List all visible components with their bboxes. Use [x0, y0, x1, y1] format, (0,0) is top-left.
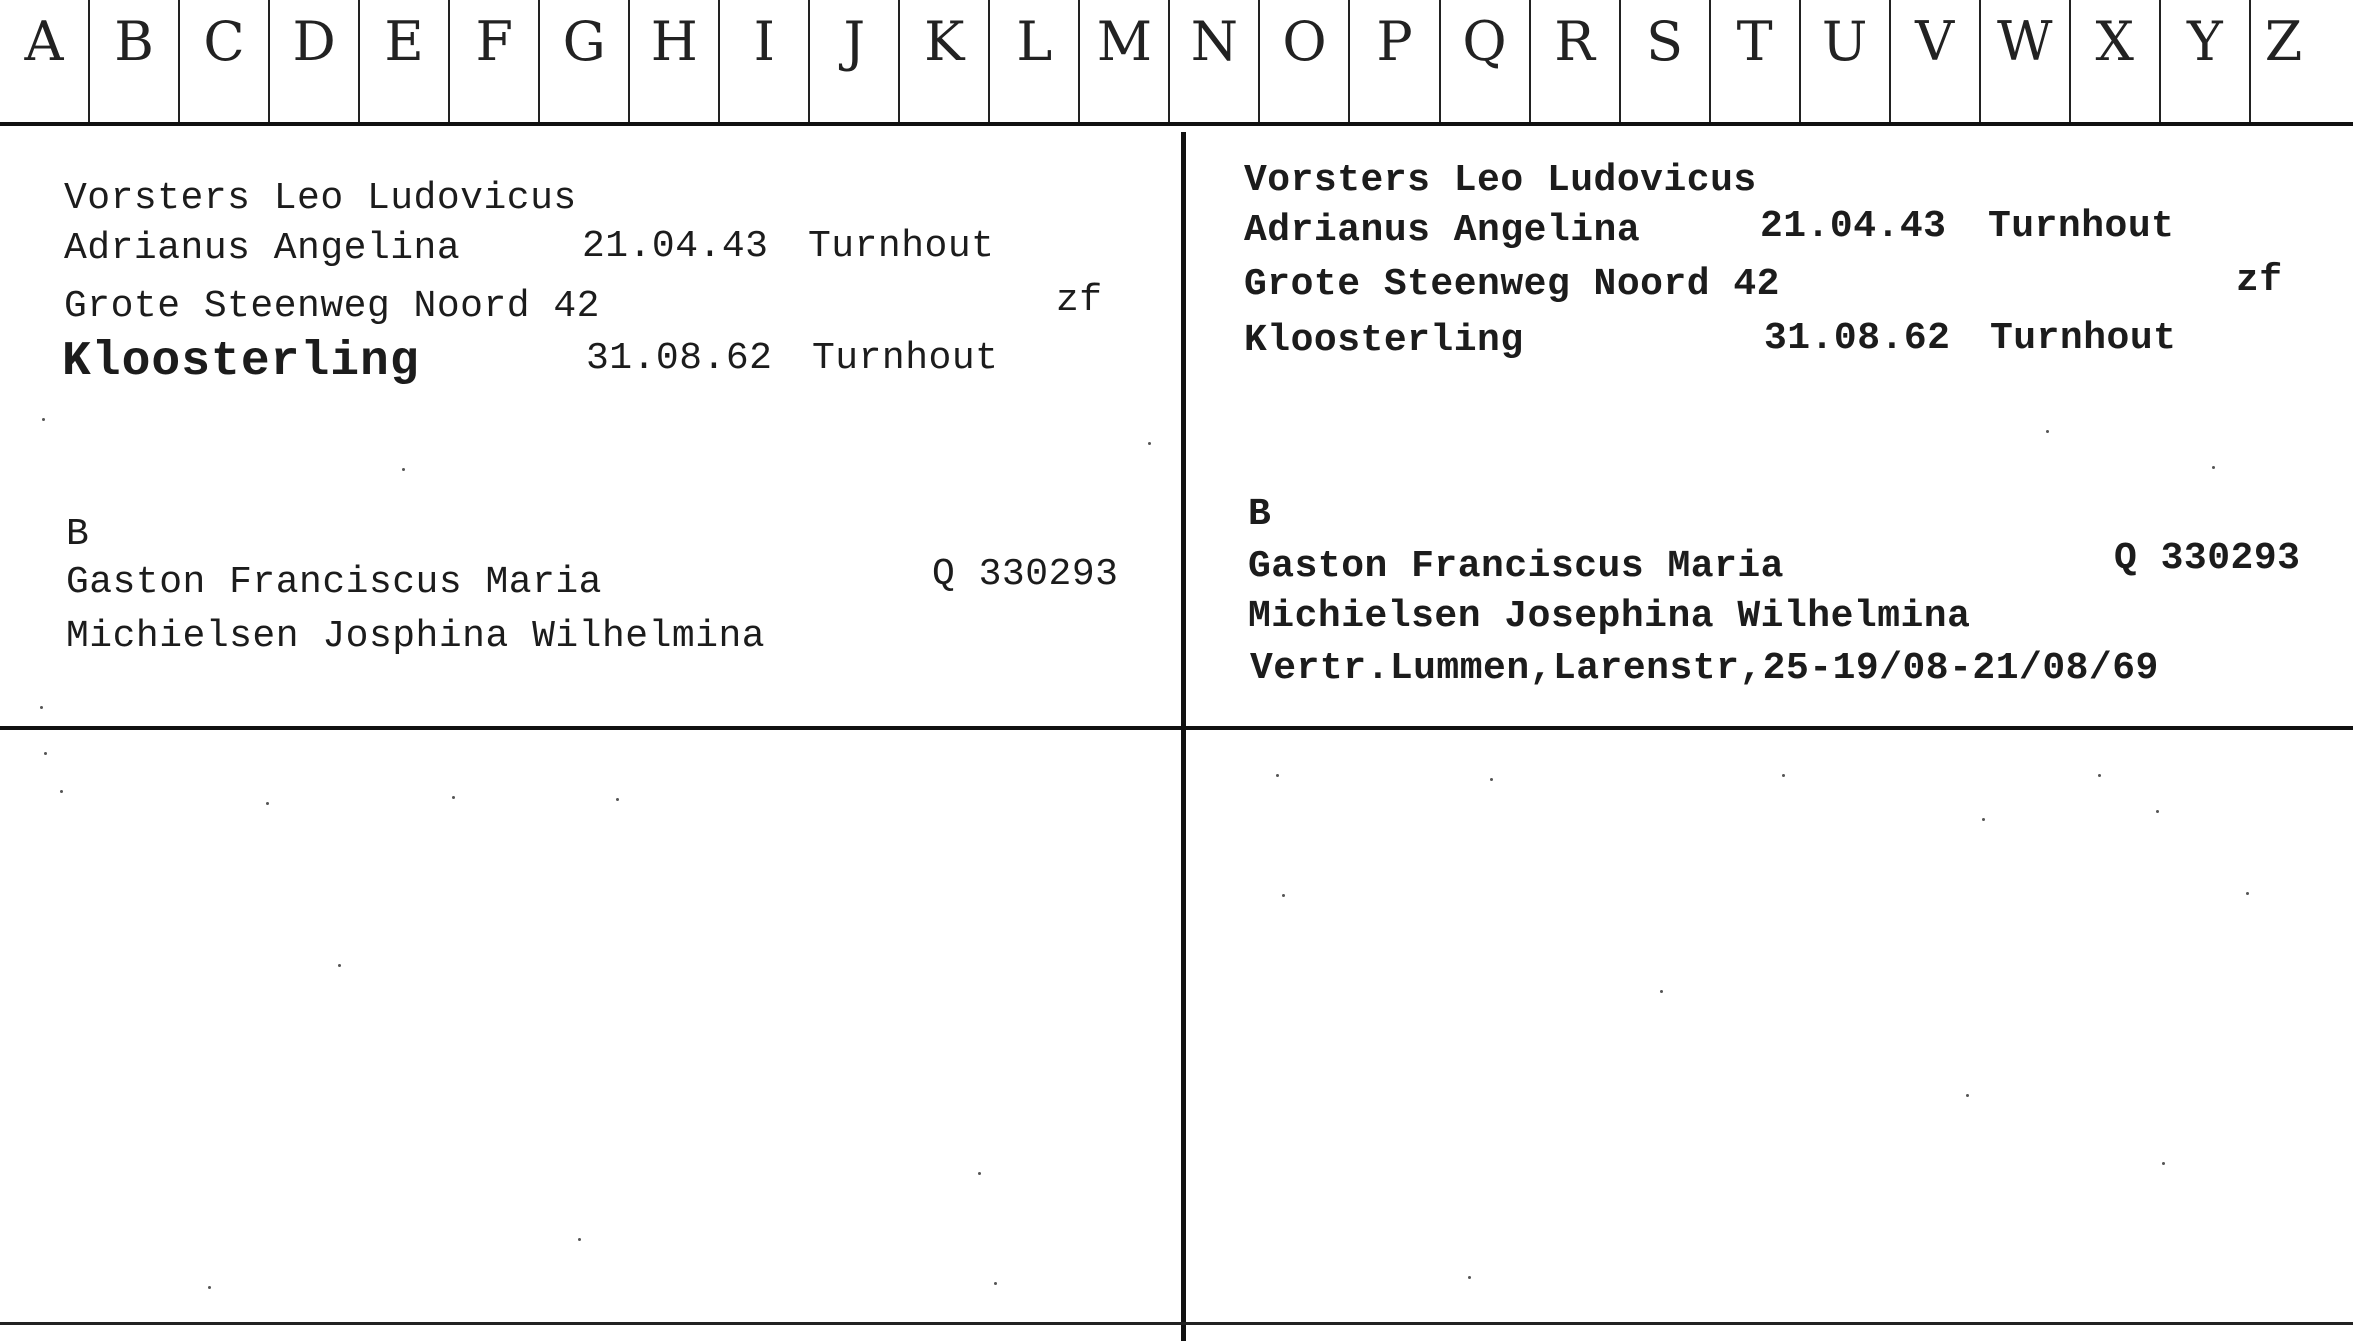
person-name-line1: Vorsters Leo Ludovicus	[64, 177, 577, 220]
index-letter-a: A	[0, 0, 90, 122]
index-letter-f: F	[450, 0, 540, 122]
person-name-line2: Adrianus Angelina	[1244, 209, 1641, 252]
index-letter-c: C	[180, 0, 270, 122]
index-letter-s: S	[1621, 0, 1711, 122]
index-letter-v: V	[1891, 0, 1981, 122]
index-letter-i: I	[720, 0, 810, 122]
birth-date: 21.04.43	[582, 225, 769, 268]
index-letter-u: U	[1801, 0, 1891, 122]
index-letter-x: X	[2071, 0, 2161, 122]
card-divider-horizontal	[0, 726, 2353, 730]
index-letter-p: P	[1350, 0, 1440, 122]
index-letter-e: E	[360, 0, 450, 122]
profession-date: 31.08.62	[1764, 317, 1951, 360]
index-letter-j: J	[810, 0, 900, 122]
code: zf	[2236, 259, 2283, 302]
id-number: Q 330293	[932, 553, 1119, 596]
index-letter-d: D	[270, 0, 360, 122]
index-letter-z: Z	[2264, 10, 2303, 73]
index-letter-k: K	[900, 0, 990, 122]
alphabet-index-strip	[0, 0, 2353, 126]
profession: Kloosterling	[62, 335, 420, 389]
birth-place: Turnhout	[808, 225, 995, 268]
index-letter-g: G	[540, 0, 630, 122]
profession-place: Turnhout	[1990, 317, 2177, 360]
card-bottom-border	[0, 1322, 2353, 1325]
index-letter-m: M	[1080, 0, 1170, 122]
parent-father: Gaston Franciscus Maria	[66, 561, 602, 604]
index-letter-o: O	[1260, 0, 1350, 122]
address: Grote Steenweg Noord 42	[64, 285, 600, 328]
index-letter-b: B	[90, 0, 180, 122]
section-letter: B	[1248, 493, 1272, 536]
birth-date: 21.04.43	[1760, 205, 1947, 248]
parent-mother: Michielsen Josephina Wilhelmina	[1248, 595, 1971, 638]
profession-place: Turnhout	[812, 337, 999, 380]
card-divider-vertical	[1181, 132, 1186, 1341]
index-letter-q: Q	[1441, 0, 1531, 122]
index-letter-n: N	[1170, 0, 1260, 122]
profession-date: 31.08.62	[586, 337, 773, 380]
parent-father: Gaston Franciscus Maria	[1248, 545, 1784, 588]
index-letter-t: T	[1711, 0, 1801, 122]
index-letter-w: W	[1981, 0, 2071, 122]
person-name-line1: Vorsters Leo Ludovicus	[1244, 159, 1757, 202]
residence-note: Vertr.Lummen,Larenstr,25-19/08-21/08/69	[1250, 647, 2159, 690]
id-number: Q 330293	[2114, 537, 2301, 580]
person-name-line2: Adrianus Angelina	[64, 227, 461, 270]
index-letter-h: H	[630, 0, 720, 122]
address: Grote Steenweg Noord 42	[1244, 263, 1780, 306]
code: zf	[1056, 279, 1103, 322]
index-letter-l: L	[990, 0, 1080, 122]
index-letter-y: Y	[2161, 0, 2251, 122]
index-letter-r: R	[1531, 0, 1621, 122]
profession: Kloosterling	[1244, 319, 1524, 362]
parent-mother: Michielsen Josphina Wilhelmina	[66, 615, 766, 658]
birth-place: Turnhout	[1988, 205, 2175, 248]
section-letter: B	[66, 513, 90, 556]
